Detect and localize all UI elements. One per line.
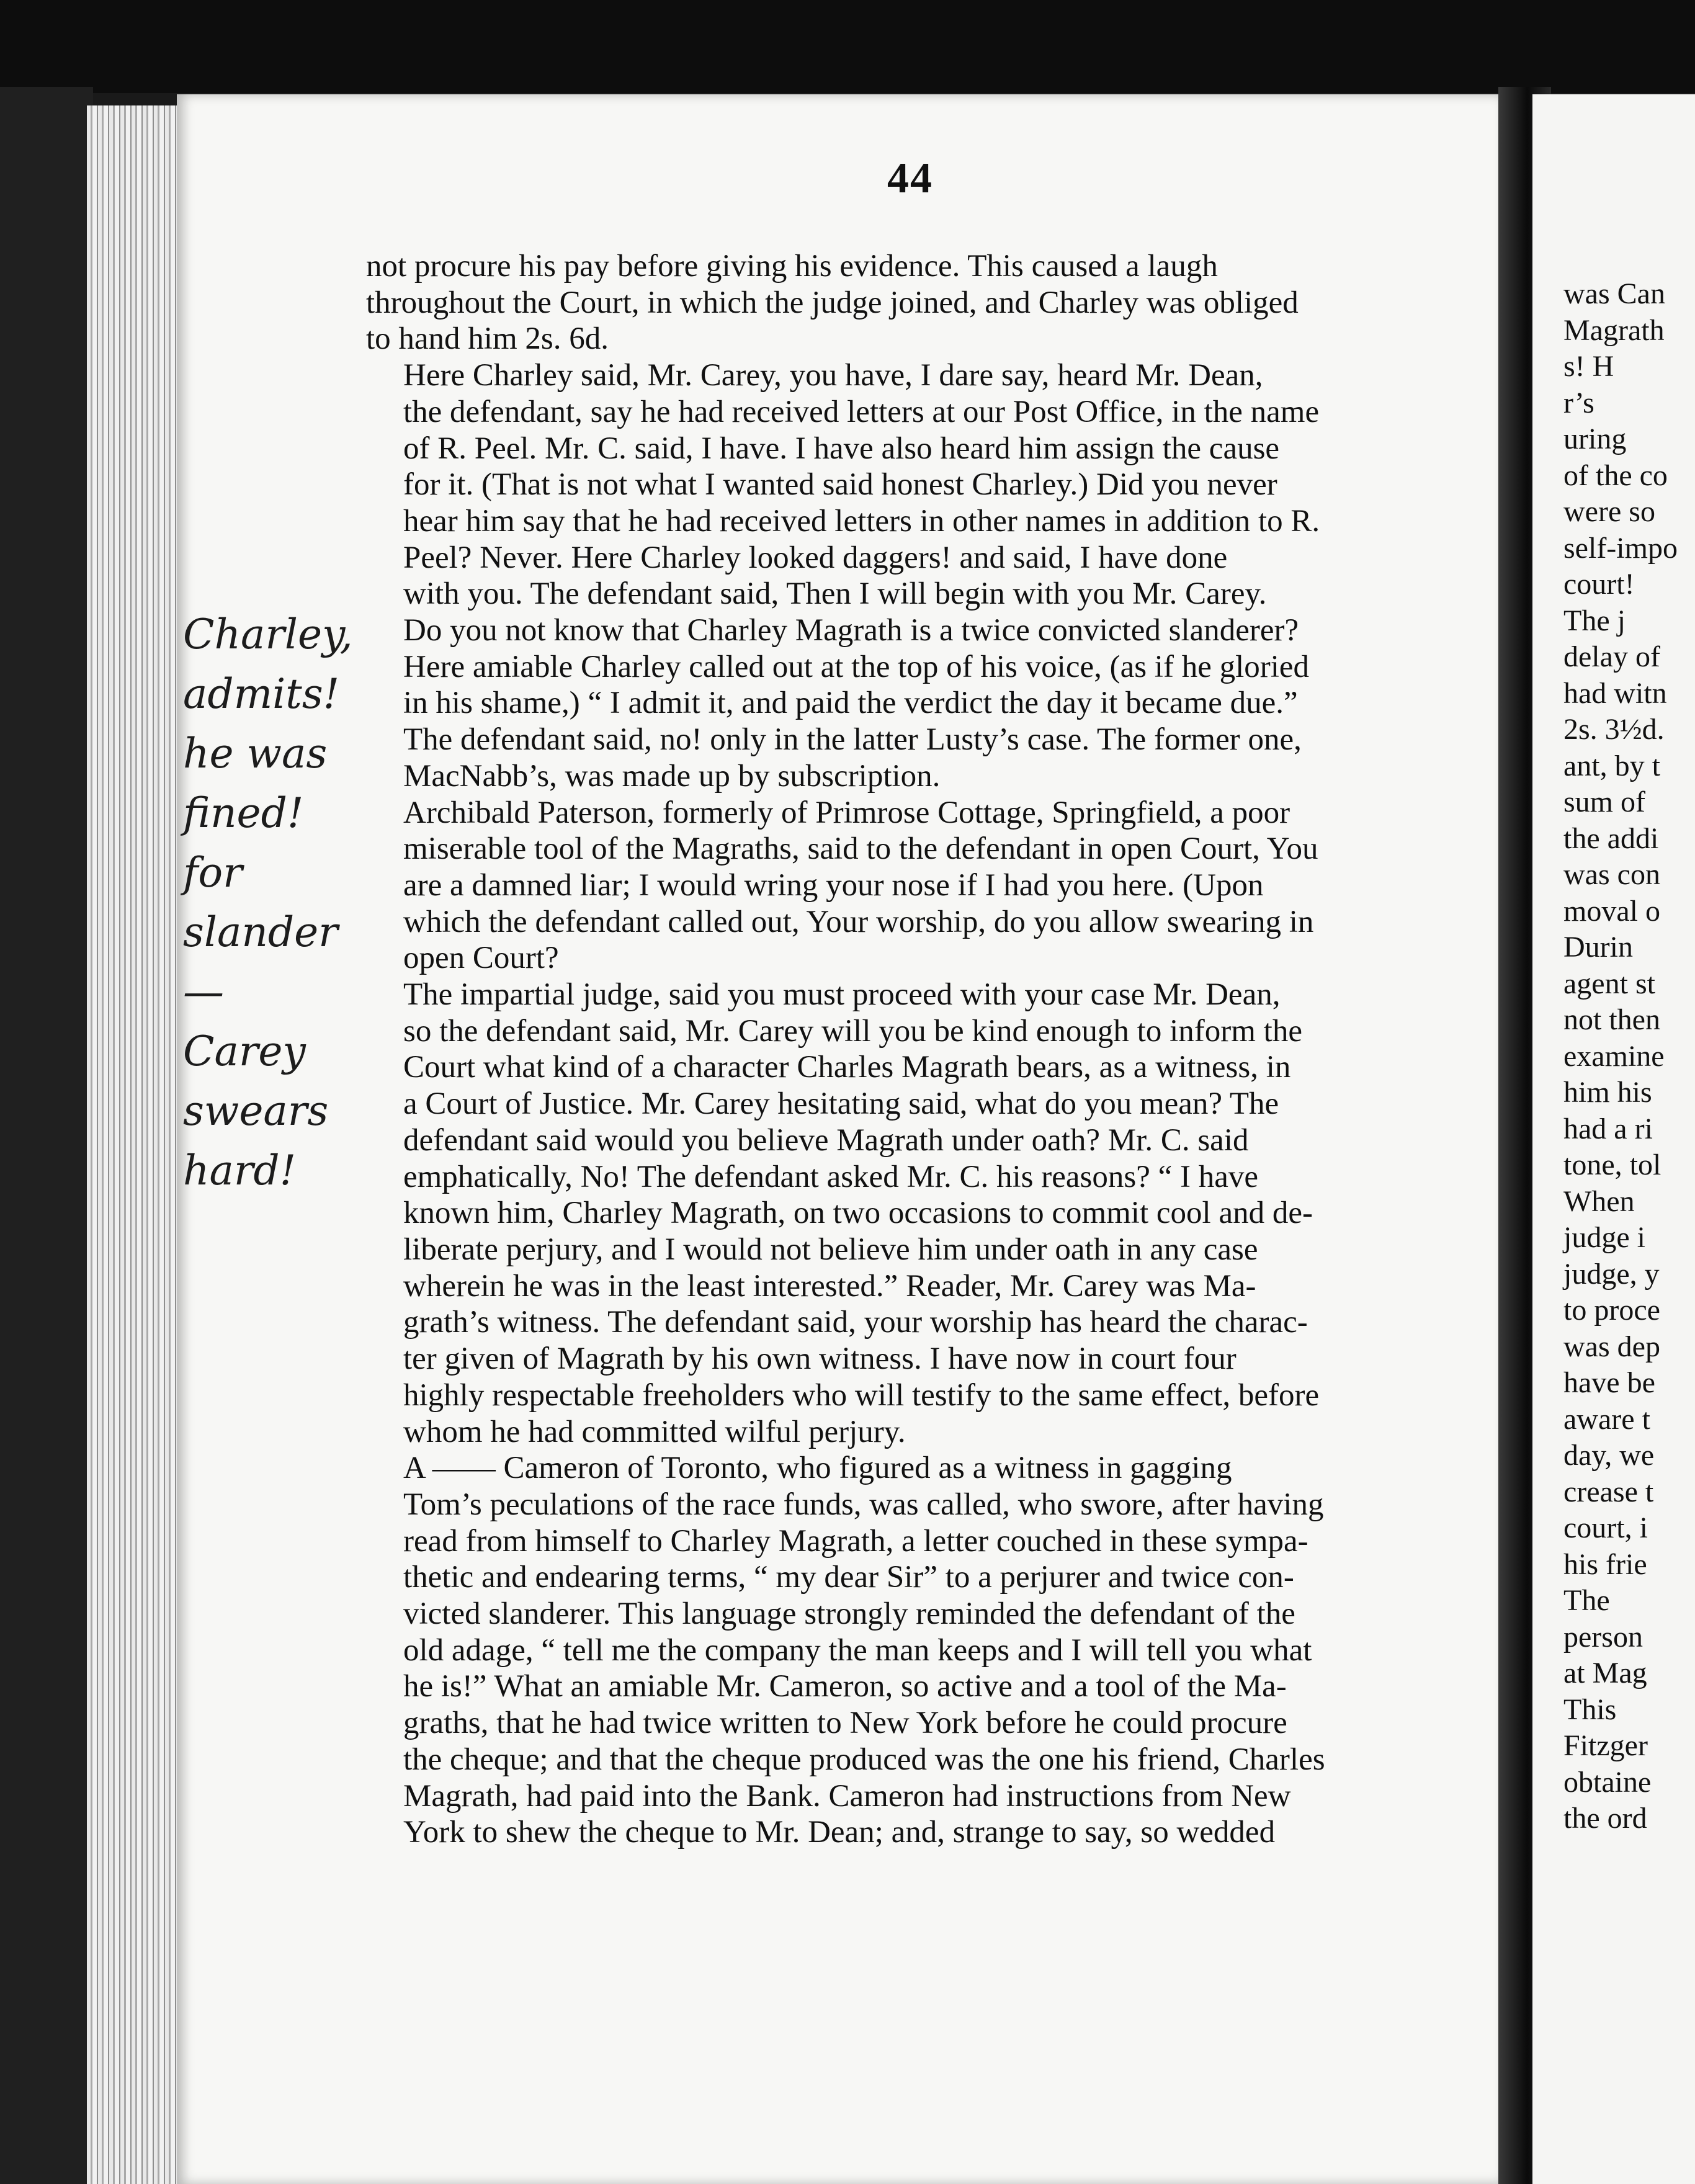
text-line: Peel? Never. Here Charley looked daggers! and said, I have done	[403, 540, 1228, 575]
adjacent-text-line: had a ri	[1563, 1112, 1653, 1145]
page-number: 44	[887, 154, 933, 202]
text-line: read from himself to Charley Magrath, a letter couched in these sympa-	[403, 1523, 1308, 1559]
text-line: Magrath, had paid into the Bank. Cameron had instructions from New	[403, 1778, 1291, 1814]
adjacent-text-line: was dep	[1563, 1330, 1660, 1363]
text-line: so the defendant said, Mr. Carey will you be kind enough to inform the	[403, 1013, 1302, 1049]
scan-background	[0, 0, 1695, 93]
text-line: a Court of Justice. Mr. Carey hesitating said, what do you mean? The	[403, 1086, 1279, 1122]
adjacent-text-line: had witn	[1563, 676, 1667, 710]
text-line: highly respectable freeholders who will testify to the same effect, before	[403, 1377, 1320, 1413]
adjacent-page-text	[1563, 276, 1695, 1837]
adjacent-text-line: Magrath	[1563, 313, 1665, 347]
margin-note-line: —	[183, 968, 224, 1016]
adjacent-text-line: day, we	[1563, 1439, 1655, 1472]
adjacent-text-line: were so	[1563, 495, 1655, 528]
paragraph	[366, 357, 1452, 794]
text-line: ter given of Magrath by his own witness. I have now in court four	[403, 1341, 1237, 1377]
text-line: the cheque; and that the cheque produced was the one his friend, Charles	[403, 1742, 1325, 1777]
text-line: wherein he was in the least interested.” Reader, Mr. Carey was Ma-	[403, 1268, 1256, 1304]
adjacent-text-line: crease t	[1563, 1475, 1654, 1508]
margin-note-line: swears	[183, 1087, 329, 1135]
adjacent-text-line: was con	[1563, 858, 1660, 891]
text-line: emphatically, No! The defendant asked Mr. C. his reasons? “ I have	[403, 1159, 1258, 1194]
adjacent-text-line: court, i	[1563, 1511, 1648, 1544]
text-line: of R. Peel. Mr. C. said, I have. I have also heard him assign the cause	[403, 431, 1280, 466]
adjacent-text-line: delay of	[1563, 640, 1660, 673]
adjacent-text-line: The	[1563, 1584, 1610, 1617]
adjacent-text-line: Fitzger	[1563, 1729, 1648, 1762]
text-line: throughout the Court, in which the judge joined, and Charley was obliged	[366, 285, 1299, 320]
handwritten-margin-note	[183, 605, 363, 1201]
adjacent-text-line: examine	[1563, 1039, 1665, 1073]
adjacent-text-line: person	[1563, 1620, 1643, 1654]
text-line: old adage, “ tell me the company the man keeps and I will tell you what	[403, 1632, 1312, 1668]
margin-note-line: hard!	[183, 1147, 297, 1194]
margin-note-line: fined!	[183, 789, 304, 837]
adjacent-text-line: not then	[1563, 1003, 1660, 1036]
paragraph	[366, 795, 1452, 977]
text-line: which the defendant called out, Your worship, do you allow swearing in	[403, 904, 1314, 939]
text-line: defendant said would you believe Magrath under oath? Mr. C. said	[403, 1122, 1249, 1158]
text-line: A —— Cameron of Toronto, who figured as a witness in gagging	[403, 1451, 1232, 1486]
text-line: thetic and endearing terms, “ my dear Sir” to a perjurer and twice con-	[403, 1560, 1294, 1595]
adjacent-text-line: When	[1563, 1184, 1635, 1218]
text-line: graths, that he had twice written to New York before he could procure	[403, 1706, 1287, 1741]
adjacent-text-line: obtaine	[1563, 1765, 1652, 1799]
text-line: grath’s witness. The defendant said, your worship has heard the charac-	[403, 1305, 1308, 1340]
adjacent-text-line: of the co	[1563, 459, 1668, 492]
text-line: in his shame,) “ I admit it, and paid the verdict the day it became due.”	[403, 686, 1298, 721]
adjacent-text-line: to proce	[1563, 1294, 1660, 1327]
adjacent-text-line: uring	[1563, 423, 1627, 455]
text-line: Archibald Paterson, formerly of Primrose Cottage, Springfield, a poor	[403, 795, 1290, 830]
body-text	[366, 248, 1452, 1851]
text-line: The defendant said, no! only in the latter Lusty’s case. The former one,	[403, 722, 1302, 758]
adjacent-text-line: agent st	[1563, 967, 1655, 1000]
text-line: not procure his pay before giving his evidence. This caused a laugh	[366, 249, 1218, 284]
adjacent-text-line: his frie	[1563, 1547, 1647, 1581]
adjacent-text-line: Durin	[1563, 931, 1633, 964]
text-line: open Court?	[403, 941, 559, 976]
text-line: Tom’s peculations of the race funds, was called, who swore, after having	[403, 1487, 1324, 1522]
adjacent-text-line: moval o	[1563, 894, 1660, 928]
adjacent-text-line: s! H	[1563, 350, 1614, 383]
page-stack-edges	[87, 105, 180, 2184]
paragraph	[366, 977, 1452, 1450]
text-line: victed slanderer. This language strongly reminded the defendant of the	[403, 1596, 1295, 1632]
adjacent-text-line: The j	[1563, 604, 1626, 637]
text-line: are a damned liar; I would wring your nose if I had you here. (Upon	[403, 867, 1264, 903]
adjacent-text-line: self-impo	[1563, 531, 1678, 565]
adjacent-text-line: have be	[1563, 1366, 1655, 1399]
text-line: hear him say that he had received letters in other names in addition to R.	[403, 503, 1320, 539]
text-line: with you. The defendant said, Then I will begin with you Mr. Carey.	[403, 576, 1267, 612]
adjacent-text-line: the addi	[1563, 821, 1659, 855]
adjacent-text-line: tone, tol	[1563, 1148, 1661, 1181]
margin-note-line: slander	[183, 908, 338, 956]
adjacent-text-line: him his	[1563, 1076, 1652, 1109]
adjacent-text-line: judge, y	[1563, 1257, 1660, 1291]
margin-note-line: Charley,	[183, 611, 353, 658]
text-line: The impartial judge, said you must proceed with your case Mr. Dean,	[403, 977, 1281, 1013]
margin-note-line: Carey	[183, 1027, 306, 1075]
text-line: to hand him 2s. 6d.	[366, 321, 609, 357]
text-line: miserable tool of the Magraths, said to the defendant in open Court, You	[403, 831, 1318, 867]
text-line: Court what kind of a character Charles Magrath bears, as a witness, in	[403, 1050, 1291, 1085]
paragraph	[366, 248, 1452, 357]
adjacent-text-line: aware t	[1563, 1402, 1650, 1436]
adjacent-text-line: court!	[1563, 568, 1635, 601]
adjacent-text-line: r’s	[1563, 386, 1594, 419]
text-line: Here amiable Charley called out at the top of his voice, (as if he gloried	[403, 649, 1310, 684]
adjacent-text-line: was Can	[1563, 277, 1665, 310]
paragraph	[366, 1450, 1452, 1851]
adjacent-text-line: judge i	[1563, 1221, 1645, 1254]
text-line: Do you not know that Charley Magrath is a twice convicted slanderer?	[403, 613, 1299, 648]
adjacent-text-line: sum of	[1563, 785, 1645, 818]
adjacent-text-line: This	[1563, 1693, 1617, 1726]
text-line: York to shew the cheque to Mr. Dean; and, strange to say, so wedded	[403, 1815, 1276, 1850]
text-line: known him, Charley Magrath, on two occasions to commit cool and de-	[403, 1196, 1313, 1231]
text-line: for it. (That is not what I wanted said honest Charley.) Did you never	[403, 467, 1277, 503]
text-line: the defendant, say he had received letters at our Post Office, in the name	[403, 394, 1320, 429]
margin-note-line: admits!	[183, 670, 340, 718]
text-line: Here Charley said, Mr. Carey, you have, I dare say, heard Mr. Dean,	[403, 358, 1263, 393]
adjacent-text-line: 2s. 3½d.	[1563, 713, 1665, 746]
adjacent-text-line: at Mag	[1563, 1657, 1647, 1689]
text-line: liberate perjury, and I would not believe him under oath in any case	[403, 1232, 1258, 1267]
margin-note-line: he was	[183, 730, 328, 777]
text-line: he is!” What an amiable Mr. Cameron, so active and a tool of the Ma-	[403, 1669, 1287, 1704]
adjacent-text-line: ant, by t	[1563, 749, 1660, 782]
text-line: whom he had committed wilful perjury.	[403, 1414, 906, 1449]
text-line: MacNabb’s, was made up by subscription.	[403, 758, 941, 794]
adjacent-text-line: the ord	[1563, 1802, 1647, 1835]
margin-note-line: for	[183, 849, 243, 897]
scan-left-edge	[0, 87, 93, 2184]
